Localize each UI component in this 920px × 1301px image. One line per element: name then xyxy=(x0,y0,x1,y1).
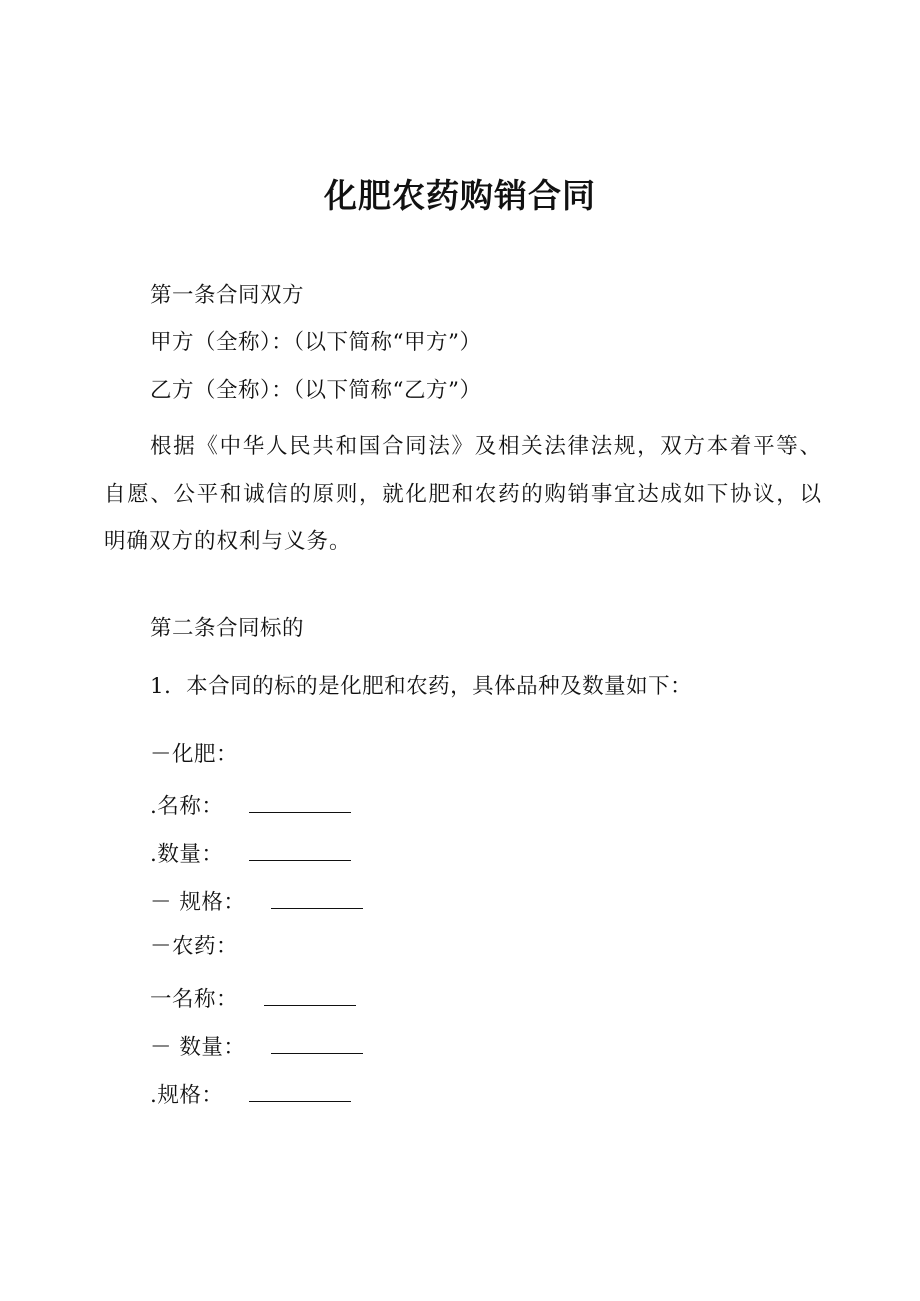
article1-heading: 第一条合同双方 xyxy=(150,283,305,308)
pesticide-quantity-label: － 数量： xyxy=(150,1035,246,1060)
party-a-line: 甲方（全称）：（以下简称“甲方”） xyxy=(150,330,482,355)
fertilizer-name-label: .名称： xyxy=(150,794,224,819)
fertilizer-quantity-blank xyxy=(249,836,351,861)
fertilizer-name-row xyxy=(150,788,351,822)
pesticide-name-row xyxy=(150,981,356,1015)
pesticide-quantity-blank xyxy=(271,1029,363,1054)
pesticide-name-blank xyxy=(264,981,356,1006)
fertilizer-spec-row xyxy=(150,884,363,918)
fertilizer-name-blank xyxy=(249,788,351,813)
pesticide-quantity-row xyxy=(150,1029,363,1063)
fertilizer-quantity-row xyxy=(150,836,351,870)
document-title: 化肥农药购销合同 xyxy=(324,176,596,215)
pesticide-spec-row xyxy=(150,1077,351,1111)
pesticide-spec-label: .规格： xyxy=(150,1083,224,1108)
party-b-line: 乙方（全称）：（以下简称“乙方”） xyxy=(150,378,482,403)
fertilizer-header: －化肥： xyxy=(150,742,239,767)
fertilizer-spec-blank xyxy=(271,884,363,909)
fertilizer-quantity-label: .数量： xyxy=(150,842,224,867)
preamble-paragraph: 根据《中华人民共和国合同法》及相关法律法规，双方本着平等、自愿、公平和诚信的原则，就化肥和农药的购销事宜达成如下协议，以明确双方的权利与义务。 xyxy=(104,434,822,554)
pesticide-name-label: 一名称： xyxy=(150,987,239,1012)
fertilizer-spec-label: － 规格： xyxy=(150,890,246,915)
pesticide-header: －农药： xyxy=(150,934,239,959)
pesticide-spec-blank xyxy=(249,1077,351,1102)
article2-heading: 第二条合同标的 xyxy=(150,616,305,641)
article2-item1: 1．本合同的标的是化肥和农药，具体品种及数量如下： xyxy=(150,674,693,699)
